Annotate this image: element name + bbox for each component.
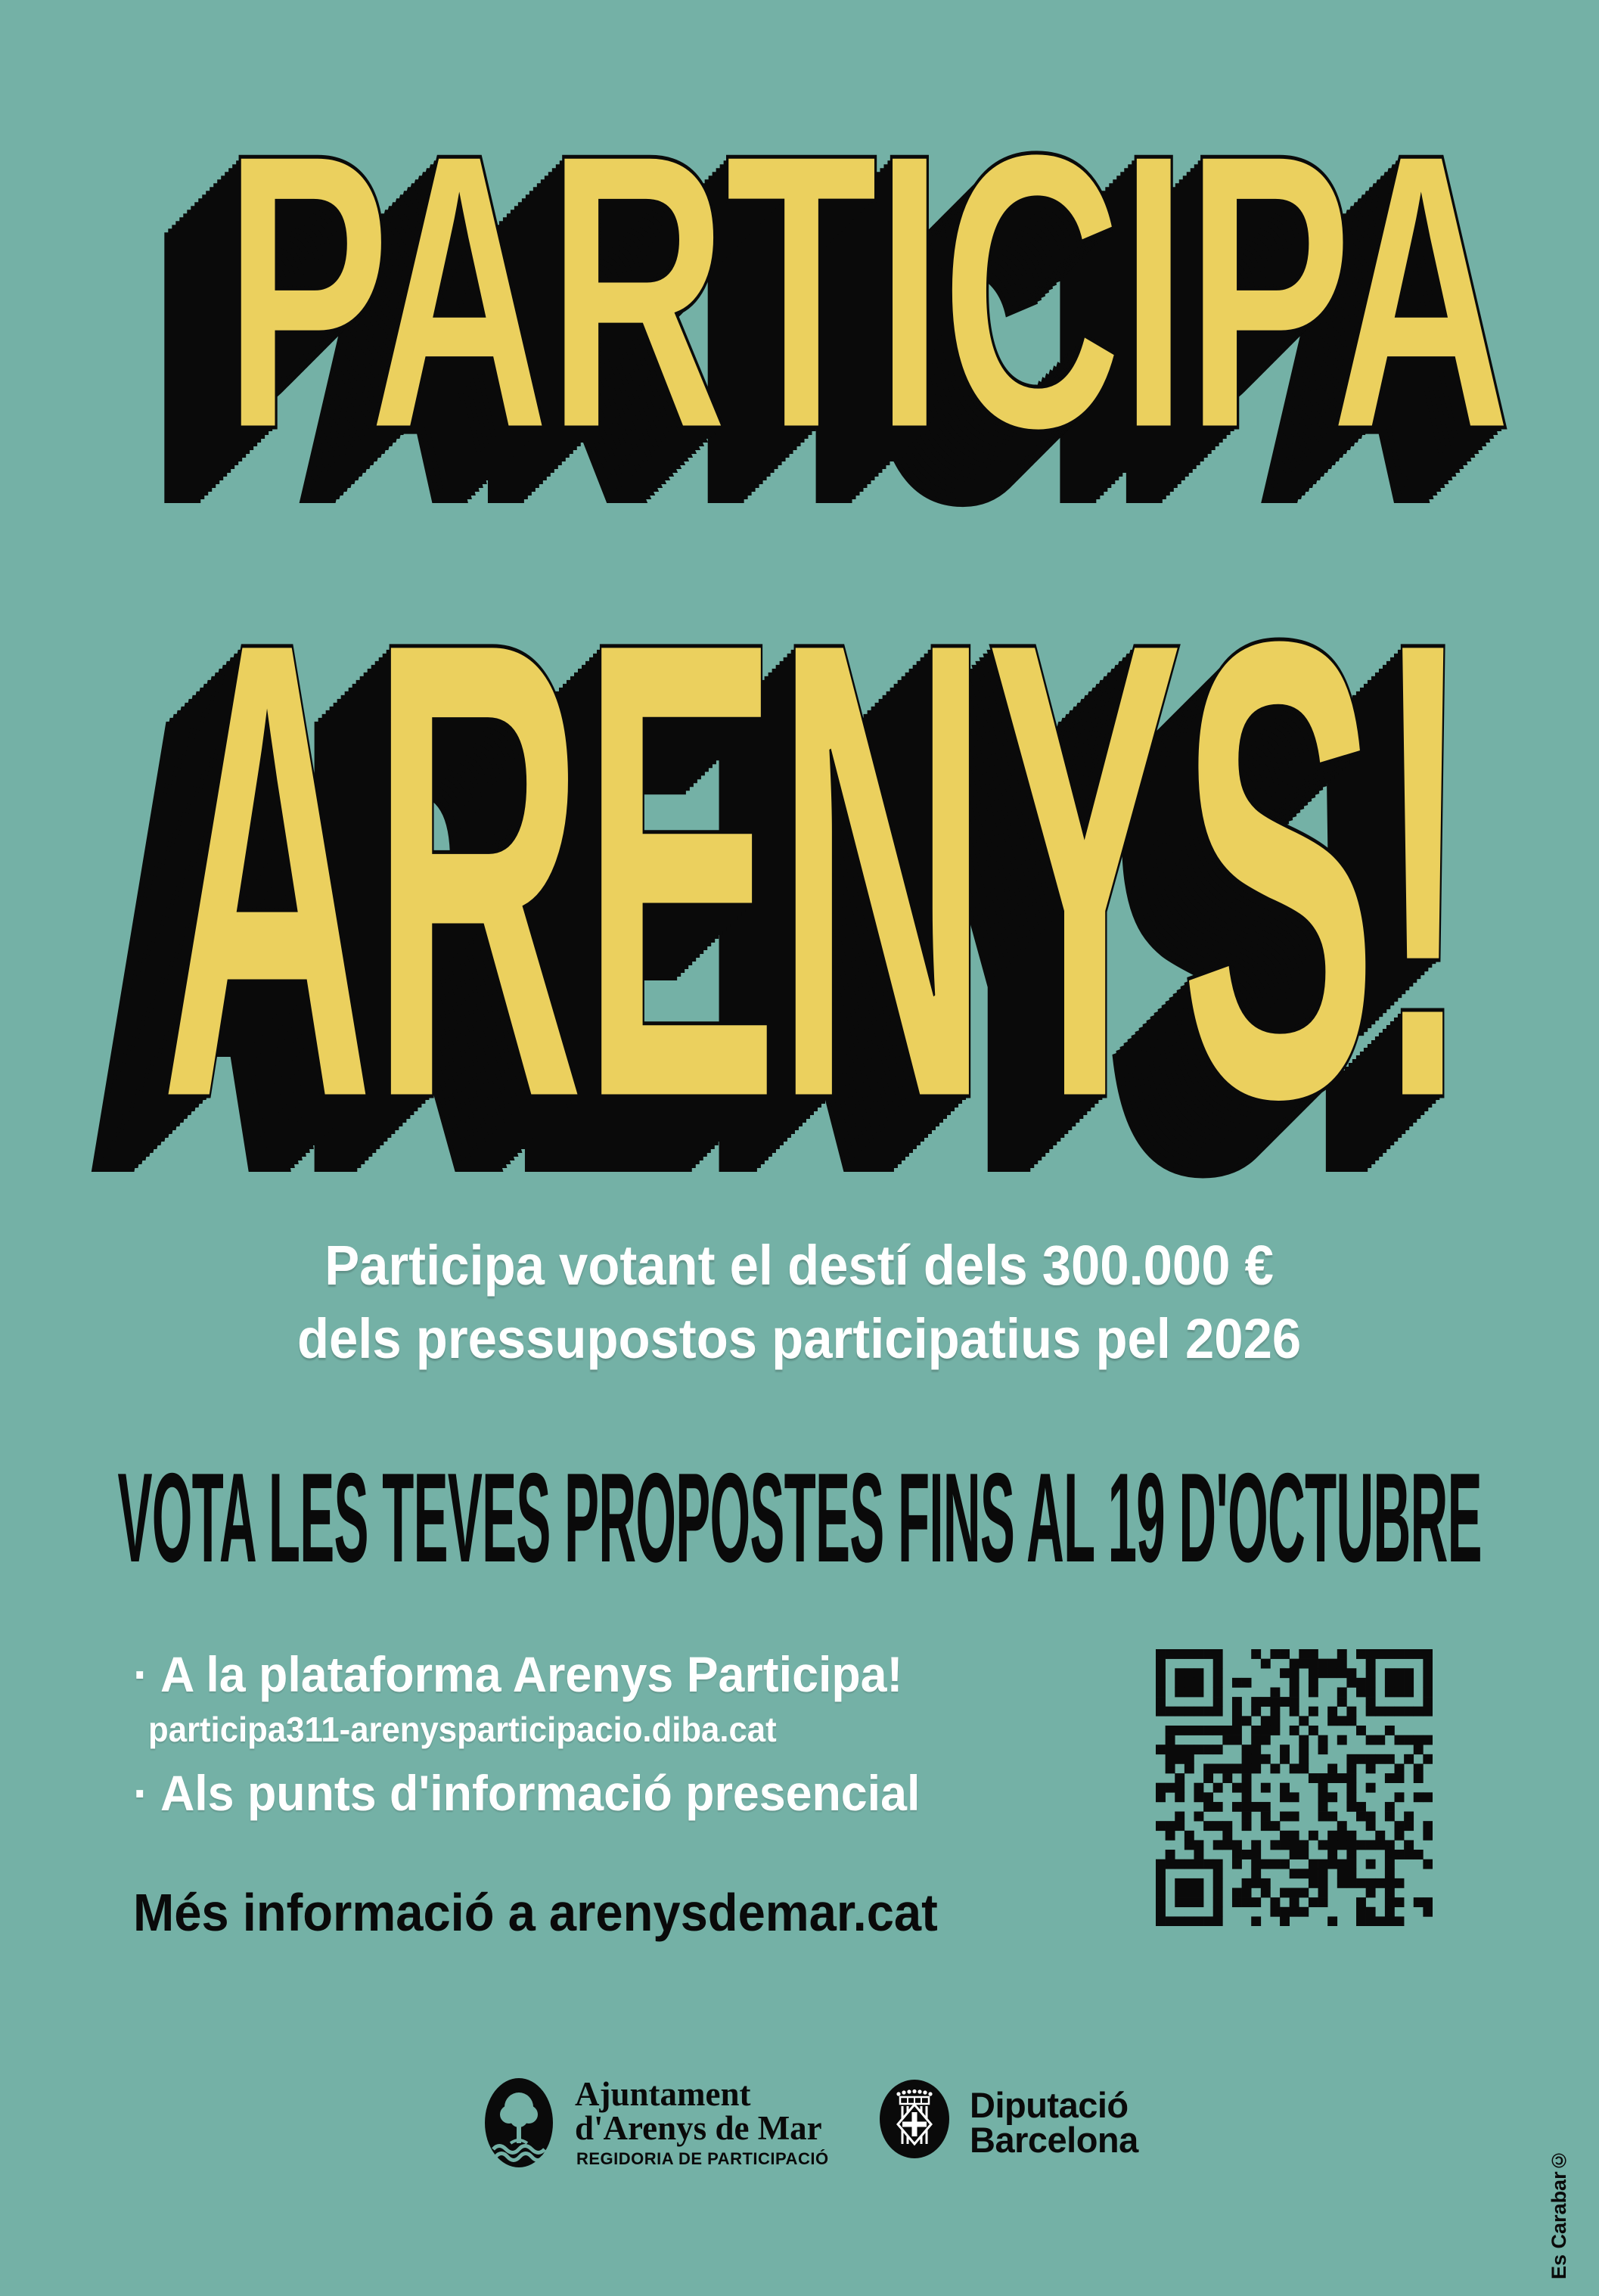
deadline-headline: VOTA LES TEVES PROPOSTES FINS AL 19 D'OCTUBRE: [117, 1446, 1482, 1589]
diputacio-logo-text: [970, 2085, 1138, 2160]
ajuntament-line2: d'Arenys de Mar: [575, 2109, 822, 2147]
title-arenys: [0, 505, 1599, 1235]
ajuntament-seal-icon: [484, 2077, 554, 2173]
diputacio-line1: Diputació: [970, 2085, 1129, 2125]
subtitle: [0, 1229, 1599, 1375]
subtitle-line-2: dels pressupostos participatius pel 2026: [297, 1307, 1302, 1370]
platform-url-text: participa311-arenysparticipacio.diba.cat: [148, 1710, 777, 1749]
ajuntament-logo-text: [575, 2077, 822, 2145]
bullet-item-punts: · Als punts d'informació presencial: [133, 1765, 921, 1821]
regidoria-text: REGIDORIA DE PARTICIPACIÓ: [576, 2149, 829, 2168]
qr-code: [1156, 1649, 1433, 1926]
title-participa: [0, 72, 1599, 511]
subtitle-line-1: Participa votant el destí dels 300.000 €: [324, 1234, 1275, 1297]
title-line1-text: PARTICIPA: [222, 72, 1508, 511]
diputacio-line2: Barcelona: [970, 2120, 1138, 2160]
bullet-item-plataforma: · A la plataforma Arenys Participa!: [133, 1646, 903, 1702]
diputacio-logo-icon: [879, 2079, 950, 2163]
title-line2-text: ARENYS!: [160, 505, 1468, 1235]
more-info-text: Més informació a arenysdemar.cat: [133, 1883, 938, 1942]
ajuntament-line1: Ajuntament: [575, 2075, 751, 2113]
studio-credit: Es Carabar©: [1548, 2148, 1570, 2279]
